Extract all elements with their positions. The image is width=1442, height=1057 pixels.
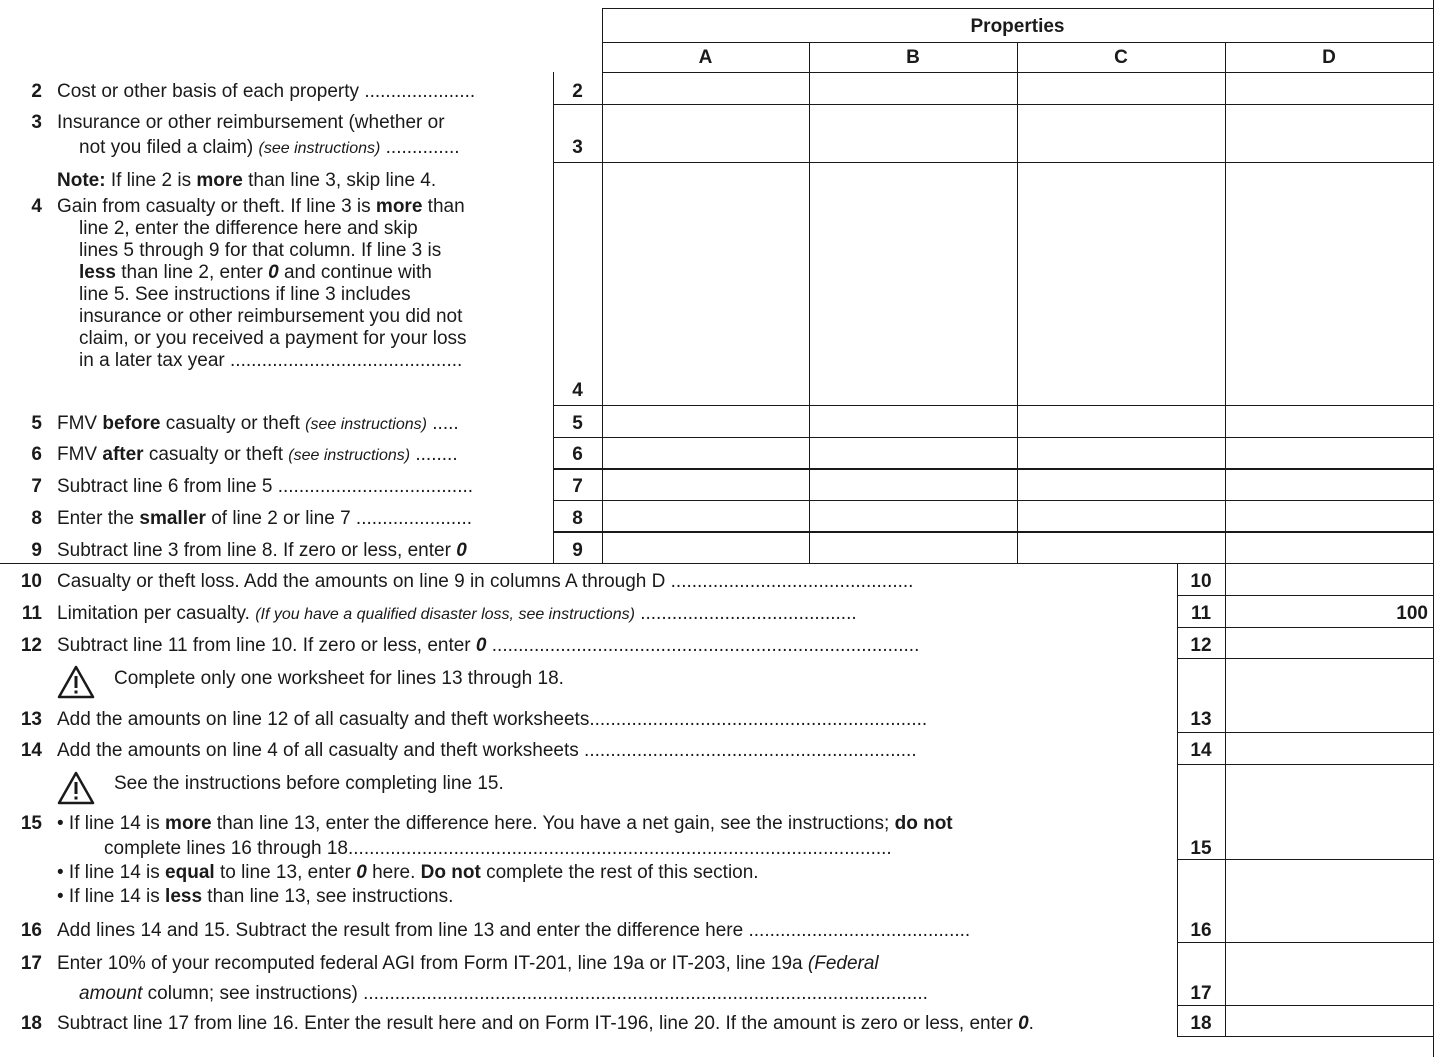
line-15-bullet-1: • If line 14 is more than line 13, enter the difference here. You have a net gain, see the instructions; do not — [57, 813, 953, 834]
warning-text-1: Complete only one worksheet for lines 13 through 18. — [114, 668, 564, 689]
line-5-label: FMV before casualty or theft (see instructions) ..... — [57, 413, 459, 434]
line-13-number: 13 — [20, 709, 42, 730]
line-4-label-8: in a later tax year ............................................ — [79, 350, 463, 371]
line-15-amount-field[interactable] — [1226, 765, 1433, 859]
line-15-box: 15 — [1190, 838, 1212, 859]
line-3-box: 3 — [572, 137, 583, 158]
line-9-number: 9 — [31, 540, 42, 561]
line-18-label: Subtract line 17 from line 16. Enter the result here and on Form IT-196, line 20. If the amount is zero or less, enter 0. — [57, 1013, 1034, 1034]
line-16-number: 16 — [20, 920, 42, 941]
line-4-label-5: line 5. See instructions if line 3 includes — [79, 284, 411, 305]
line-3-label-1: Insurance or other reimbursement (whether or — [57, 112, 445, 133]
line-17-amount-field[interactable] — [1226, 943, 1433, 1005]
line-2-number: 2 — [31, 81, 42, 102]
line-18-box: 18 — [1190, 1013, 1212, 1034]
line-10-amount-field[interactable] — [1226, 564, 1433, 595]
line-9-label: Subtract line 3 from line 8. If zero or less, enter 0 — [57, 540, 467, 561]
line-4-label-1: Gain from casualty or theft. If line 3 is more than — [57, 196, 465, 217]
line-5-number: 5 — [31, 413, 42, 434]
line-5-box: 5 — [572, 413, 583, 434]
right-border — [1433, 0, 1434, 1057]
line-4-label-2: line 2, enter the difference here and skip — [79, 218, 418, 239]
line-18-number: 18 — [20, 1013, 42, 1034]
line-5-col-c-field[interactable] — [1018, 406, 1225, 437]
line-6-number: 6 — [31, 444, 42, 465]
line-14-number: 14 — [20, 740, 42, 761]
line-4-label-6: insurance or other reimbursement you did not — [79, 306, 463, 327]
line-3-col-b-field[interactable] — [810, 105, 1017, 162]
line-2-label: Cost or other basis of each property ..................... — [57, 81, 476, 102]
line-2-col-d-field[interactable] — [1226, 73, 1433, 104]
line-17-label-1: Enter 10% of your recomputed federal AGI from Form IT-201, line 19a or IT-203, line 19a (Federal — [57, 953, 879, 974]
line-13-amount-field[interactable] — [1226, 659, 1433, 732]
line-7-col-a-field[interactable] — [603, 470, 809, 500]
row-sep — [1177, 1036, 1434, 1037]
line-8-col-c-field[interactable] — [1018, 501, 1225, 531]
line-4-label-7: claim, or you received a payment for your loss — [79, 328, 467, 349]
line-15-bullet-1-cont: complete lines 16 through 18....................................................................................................... — [104, 838, 892, 859]
note-line: Note: If line 2 is more than line 3, skip line 4. — [57, 170, 437, 191]
line-12-number: 12 — [20, 635, 42, 656]
line-4-col-c-field[interactable] — [1018, 163, 1225, 405]
line-7-number: 7 — [31, 476, 42, 497]
row-sep — [1177, 595, 1434, 596]
line-18-amount-field[interactable] — [1226, 1006, 1433, 1036]
line-14-label: Add the amounts on line 4 of all casualty and theft worksheets ............................................................... — [57, 740, 917, 761]
line-6-box: 6 — [572, 444, 583, 465]
line-2-box: 2 — [572, 81, 583, 102]
line-9-col-a-field[interactable] — [603, 533, 809, 563]
line-10-label: Casualty or theft loss. Add the amounts on line 9 in columns A through D .............................................. — [57, 571, 914, 592]
line-6-col-a-field[interactable] — [603, 438, 809, 468]
line-6-col-d-field[interactable] — [1226, 438, 1433, 468]
line-8-col-a-field[interactable] — [603, 501, 809, 531]
linebox-bottom-left-border — [1177, 563, 1178, 1036]
line-6-col-c-field[interactable] — [1018, 438, 1225, 468]
line-16-amount-field[interactable] — [1226, 860, 1433, 942]
line-15-number: 15 — [20, 813, 42, 834]
line-17-box: 17 — [1190, 983, 1212, 1004]
line-2-col-c-field[interactable] — [1018, 73, 1225, 104]
line-6-label: FMV after casualty or theft (see instructions) ........ — [57, 444, 458, 465]
properties-header: Properties — [970, 16, 1065, 37]
line-11-label: Limitation per casualty. (If you have a qualified disaster loss, see instructions) ......................................... — [57, 603, 857, 624]
line-3-col-d-field[interactable] — [1226, 105, 1433, 162]
line-9-col-d-field[interactable] — [1226, 533, 1433, 563]
line-4-col-b-field[interactable] — [810, 163, 1017, 405]
line-9-col-c-field[interactable] — [1018, 533, 1225, 563]
line-7-col-c-field[interactable] — [1018, 470, 1225, 500]
column-a-header: A — [698, 47, 713, 68]
line-17-number: 17 — [20, 953, 42, 974]
line-11-amount-field[interactable]: 100 — [1396, 603, 1428, 624]
line-6-col-b-field[interactable] — [810, 438, 1017, 468]
line-9-box: 9 — [572, 540, 583, 561]
line-10-number: 10 — [20, 571, 42, 592]
line-3-label-2: not you filed a claim) (see instructions) .............. — [79, 137, 460, 158]
line-15-bullet-2: • If line 14 is equal to line 13, enter 0 here. Do not complete the rest of this section. — [57, 862, 759, 883]
line-10-box: 10 — [1190, 571, 1212, 592]
line-4-label-4: less than line 2, enter 0 and continue with — [79, 262, 432, 283]
line-13-box: 13 — [1190, 709, 1212, 730]
line-3-number: 3 — [31, 112, 42, 133]
line-4-col-d-field[interactable] — [1226, 163, 1433, 405]
header-top-border — [602, 8, 1434, 9]
line-13-label: Add the amounts on line 12 of all casualty and theft worksheets................................................................ — [57, 709, 928, 730]
warning-icon — [57, 771, 95, 811]
line-12-box: 12 — [1190, 635, 1212, 656]
line-4-col-a-field[interactable] — [603, 163, 809, 405]
line-15-bullet-3: • If line 14 is less than line 13, see instructions. — [57, 886, 454, 907]
header-mid-border — [602, 42, 1434, 43]
line-4-number: 4 — [31, 196, 42, 217]
line-7-col-b-field[interactable] — [810, 470, 1017, 500]
line-16-box: 16 — [1190, 920, 1212, 941]
column-b-header: B — [906, 47, 920, 68]
line-8-col-d-field[interactable] — [1226, 501, 1433, 531]
line-7-label: Subtract line 6 from line 5 ..................................... — [57, 476, 474, 497]
line-7-col-d-field[interactable] — [1226, 470, 1433, 500]
line-17-label-2: amount column; see instructions) ........................................................................................................... — [79, 983, 928, 1004]
line-5-col-d-field[interactable] — [1226, 406, 1433, 437]
line-7-box: 7 — [572, 476, 583, 497]
column-d-header: D — [1322, 47, 1336, 68]
line-8-number: 8 — [31, 508, 42, 529]
row-sep — [0, 563, 1434, 564]
line-8-label: Enter the smaller of line 2 or line 7 ...................... — [57, 508, 473, 529]
line-12-label: Subtract line 11 from line 10. If zero or less, enter 0 ................................................................................. — [57, 635, 920, 656]
line-11-box: 11 — [1190, 603, 1212, 624]
line-9-col-b-field[interactable] — [810, 533, 1017, 563]
line-14-box: 14 — [1190, 740, 1212, 761]
line-12-amount-field[interactable] — [1226, 628, 1433, 658]
line-4-box: 4 — [572, 380, 583, 401]
line-3-col-a-field[interactable] — [603, 105, 809, 162]
line-5-col-a-field[interactable] — [603, 406, 809, 437]
line-14-amount-field[interactable] — [1226, 733, 1433, 764]
line-3-col-c-field[interactable] — [1018, 105, 1225, 162]
line-8-col-b-field[interactable] — [810, 501, 1017, 531]
column-c-header: C — [1114, 47, 1128, 68]
line-11-number: 11 — [21, 603, 42, 624]
line-2-col-b-field[interactable] — [810, 73, 1017, 104]
line-8-box: 8 — [572, 508, 583, 529]
line-4-label-3: lines 5 through 9 for that column. If line 3 is — [79, 240, 442, 261]
line-16-label: Add lines 14 and 15. Subtract the result from line 13 and enter the difference here .......................................... — [57, 920, 971, 941]
warning-icon — [57, 665, 95, 705]
warning-text-2: See the instructions before completing line 15. — [114, 773, 504, 794]
line-2-col-a-field[interactable] — [603, 73, 809, 104]
line-5-col-b-field[interactable] — [810, 406, 1017, 437]
